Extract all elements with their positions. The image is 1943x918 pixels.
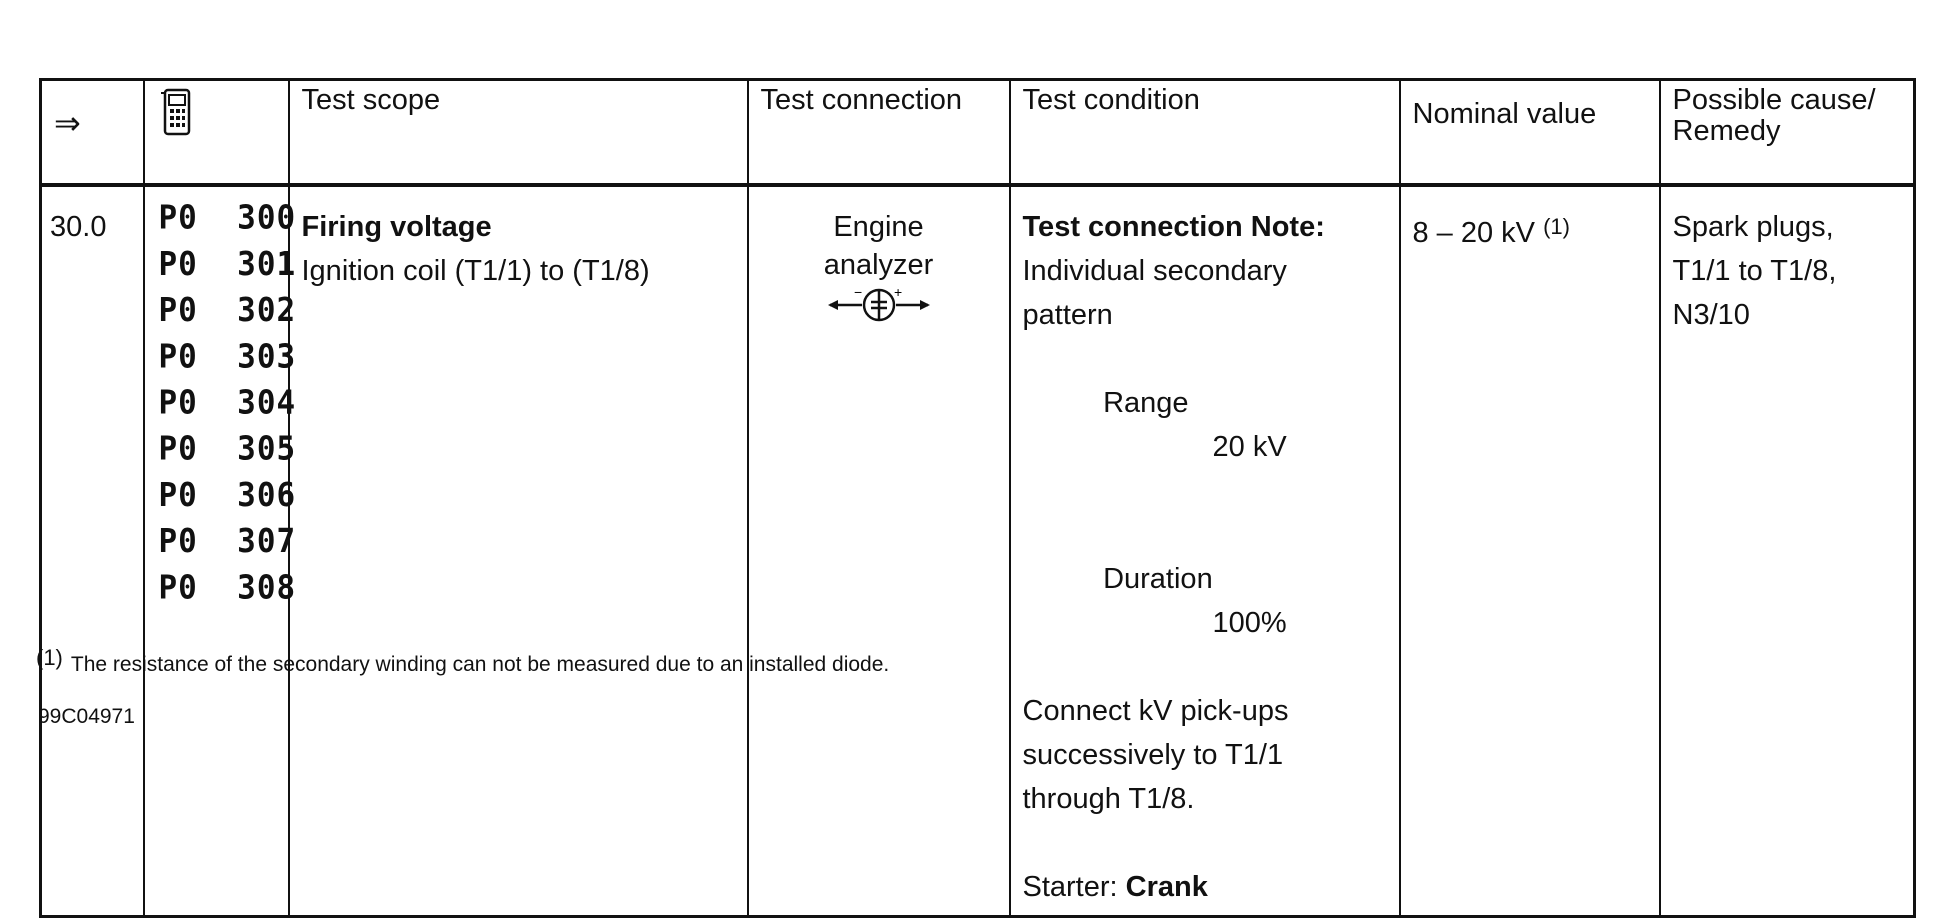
footnote-text: The resistance of the secondary winding can not be measured due to an installed diode. <box>70 653 890 676</box>
starter-value: Crank <box>1125 871 1208 903</box>
range-label: Range <box>1103 387 1189 419</box>
duration-label: Duration <box>1103 563 1213 595</box>
footnote-mark: (1) <box>36 645 63 670</box>
connection-line1: Engine <box>833 211 924 243</box>
fault-code: P0 308 <box>158 568 297 607</box>
table-header-row <box>41 80 1915 186</box>
handheld-tester-icon <box>157 87 197 137</box>
fault-code: P0 304 <box>158 384 297 422</box>
test-condition-cell <box>1010 185 1400 917</box>
fault-code: P0 307 <box>158 522 297 561</box>
condition-line: through T1/8. <box>1022 783 1195 815</box>
test-connection-cell <box>748 185 1010 917</box>
fault-code: P0 301 <box>158 245 297 284</box>
fault-code: P0 303 <box>158 337 297 376</box>
fault-code: P0 302 <box>158 291 297 330</box>
range-row <box>1023 337 1387 513</box>
header-step <box>41 80 144 186</box>
starter-row <box>1023 865 1387 909</box>
possible-cause-cell <box>1660 185 1915 917</box>
header-test-connection: Test connection <box>748 80 1010 186</box>
fault-codes <box>144 185 297 917</box>
starter-label: Starter: <box>1022 871 1118 903</box>
svg-text:+: + <box>893 285 902 300</box>
table-row <box>41 185 1915 917</box>
header-test-condition: Test condition <box>1010 80 1400 186</box>
fault-code: P0 300 <box>158 199 297 238</box>
nominal-value-cell <box>1400 185 1660 917</box>
cause-line: T1/1 to T1/8, <box>1672 255 1837 287</box>
step-arrow-icon: ⇒ <box>54 105 81 141</box>
duration-value: 100% <box>1212 607 1287 639</box>
scope-title: Firing voltage <box>301 211 492 243</box>
engine-analyzer-symbol <box>824 285 934 325</box>
footnote <box>36 645 889 677</box>
cause-line: N3/10 <box>1672 299 1750 331</box>
cause-line: Spark plugs, <box>1672 211 1834 243</box>
svg-text:−: − <box>853 285 862 300</box>
condition-line: successively to T1/1 <box>1022 739 1284 771</box>
test-scope-cell <box>289 185 748 917</box>
document-id: 99C04971 <box>38 705 135 728</box>
condition-line: pattern <box>1022 299 1113 331</box>
header-test-scope: Test scope <box>289 80 748 186</box>
footnote-ref: (1) <box>1543 214 1570 239</box>
header-nominal-value: Nominal value <box>1400 80 1660 186</box>
scope-detail: Ignition coil (T1/1) to (T1/8) <box>301 255 650 287</box>
condition-title: Test connection Note: <box>1022 211 1325 243</box>
fault-code: P0 306 <box>158 476 297 515</box>
header-possible-cause: Possible cause/ Remedy <box>1660 80 1915 186</box>
step-number: 30.0 <box>41 185 144 917</box>
duration-row <box>1023 513 1387 689</box>
header-tester <box>144 80 289 186</box>
condition-line: Individual secondary <box>1022 255 1287 287</box>
condition-line: Connect kV pick-ups <box>1022 695 1289 727</box>
range-value: 20 kV <box>1212 431 1287 463</box>
fault-code: P0 305 <box>158 430 297 469</box>
connection-line2: analyzer <box>823 249 934 281</box>
test-table <box>39 78 1916 918</box>
nominal-value: 8 – 20 kV <box>1412 217 1536 249</box>
